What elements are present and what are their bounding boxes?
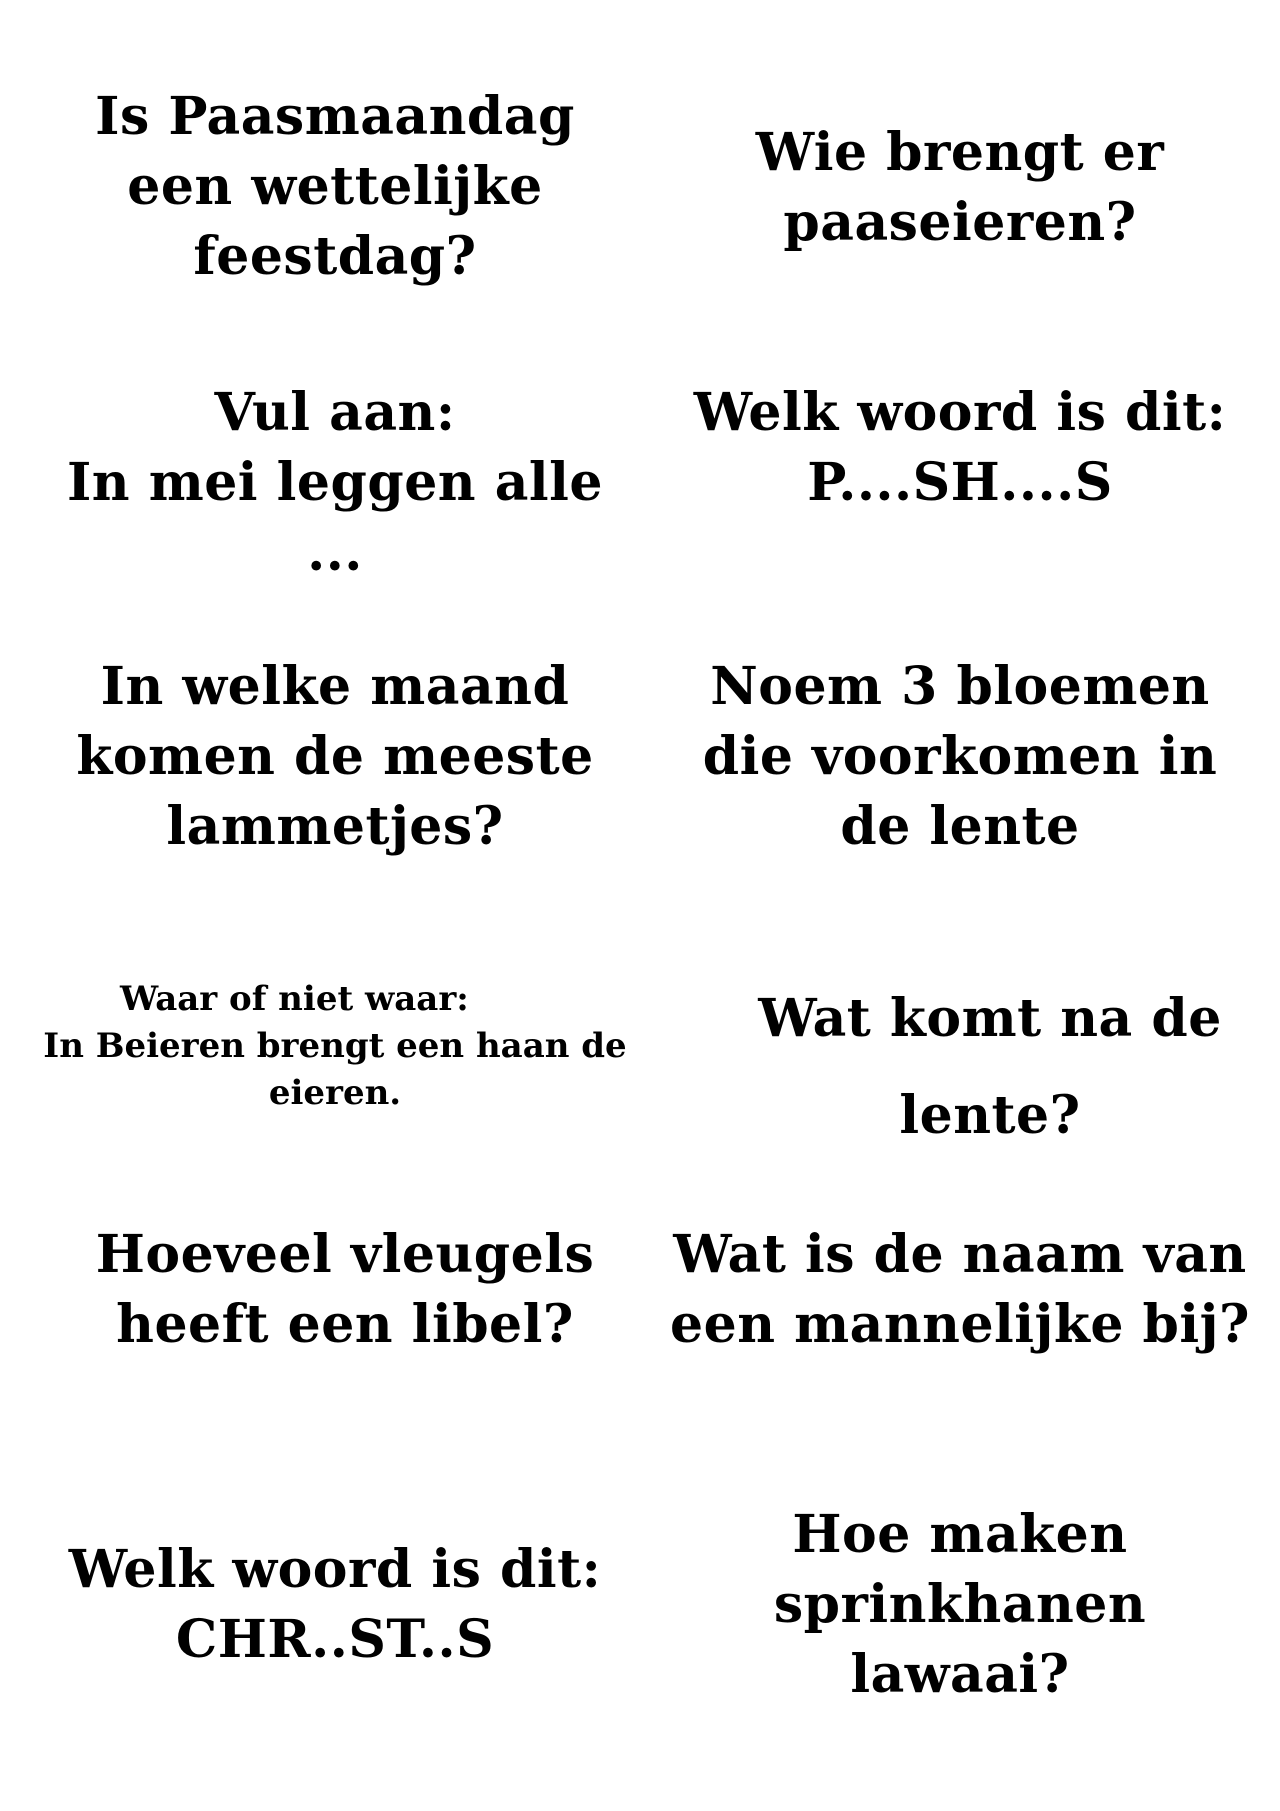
card-line: Hoe maken [792, 1504, 1128, 1565]
card-line: lawaai? [850, 1644, 1070, 1705]
card-line: Is Paasmaandag [95, 86, 575, 147]
question-card-sprinkhanen [650, 1500, 1270, 1710]
card-line: Hoeveel vleugels [95, 1224, 595, 1285]
card-line: In welke maand [100, 656, 570, 717]
card-line: Welk woord is dit: [68, 1539, 602, 1600]
question-card-vul-aan [30, 378, 640, 588]
card-line: komen de meeste [76, 726, 594, 787]
question-card-na-de-lente [680, 970, 1280, 1164]
card-line: P....SH....S [807, 452, 1113, 513]
card-line: Noem 3 bloemen [710, 656, 1210, 717]
card-line: een wettelijke [127, 156, 543, 217]
card-line: sprinkhanen [773, 1574, 1147, 1635]
card-line: paaseieren? [783, 192, 1137, 253]
question-card-word-christus [30, 1535, 640, 1675]
card-line: Wat is de naam van [673, 1224, 1247, 1285]
card-line: heeft een libel? [116, 1294, 574, 1355]
card-line: ... [307, 522, 363, 583]
question-card-paaseieren [650, 118, 1270, 258]
card-line: Waar of niet waar: [120, 979, 469, 1019]
card-line: de lente [840, 796, 1080, 857]
card-line: Wie brengt er [755, 122, 1165, 183]
question-card-word-pashs [650, 378, 1270, 518]
card-line: eieren. [268, 1073, 402, 1113]
question-card-beieren [30, 976, 640, 1117]
question-card-libel [40, 1220, 650, 1360]
card-line: lente? [899, 1085, 1081, 1146]
card-line: die voorkomen in [702, 726, 1218, 787]
card-line: een mannelijke bij? [670, 1294, 1250, 1355]
question-card-paasmaandag [30, 82, 640, 292]
card-line: Vul aan: [214, 382, 456, 443]
question-card-mannelijke-bij [650, 1220, 1270, 1360]
card-line: feestdag? [193, 226, 477, 287]
card-line: In Beieren brengt een haan de [43, 1026, 627, 1066]
question-card-lammetjes [30, 652, 640, 862]
card-line: lammetjes? [166, 796, 504, 857]
card-line: Welk woord is dit: [693, 382, 1227, 443]
card-line: Wat komt na de [758, 988, 1222, 1049]
question-card-bloemen [650, 652, 1270, 862]
card-line: CHR..ST..S [175, 1609, 495, 1670]
card-line: In mei leggen alle [66, 452, 604, 513]
